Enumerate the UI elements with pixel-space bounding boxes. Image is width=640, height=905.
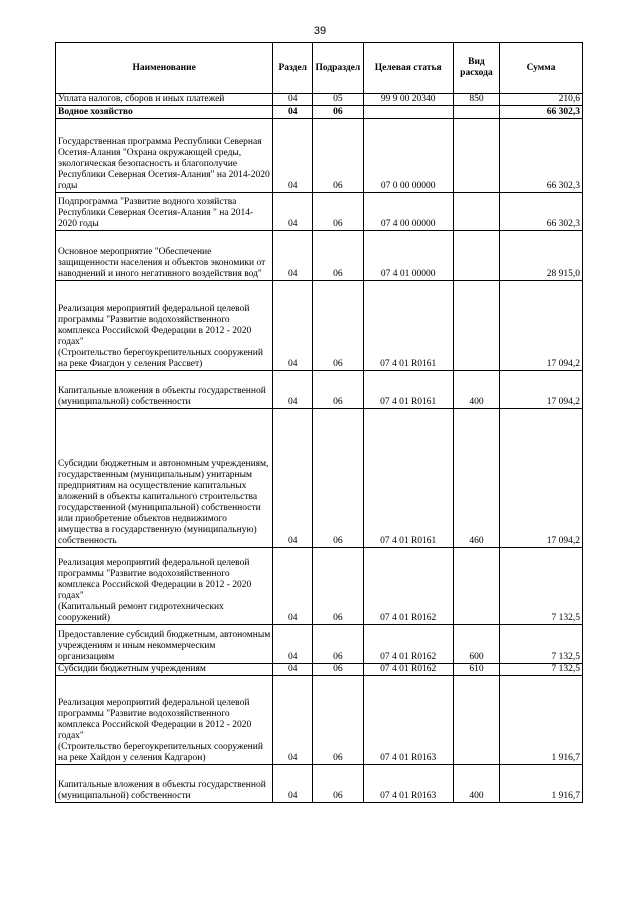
table-row bbox=[56, 548, 583, 625]
table-row bbox=[56, 94, 583, 106]
row-section: 04 bbox=[273, 281, 313, 371]
row-type bbox=[453, 119, 499, 193]
row-sum: 17 094,2 bbox=[500, 281, 583, 371]
table-row bbox=[56, 765, 583, 803]
row-section: 04 bbox=[273, 371, 313, 409]
row-subsection: 06 bbox=[313, 371, 363, 409]
header-name: Наименование bbox=[56, 43, 273, 94]
row-target: 07 4 01 R0163 bbox=[363, 676, 453, 765]
row-target: 07 4 01 R0161 bbox=[363, 409, 453, 548]
row-sum: 17 094,2 bbox=[500, 371, 583, 409]
row-target: 07 4 01 R0162 bbox=[363, 625, 453, 664]
table-row bbox=[56, 119, 583, 193]
budget-table bbox=[55, 42, 583, 803]
row-name: Государственная программа Республики Северная Осетия-Алания "Охрана окружающей среды, экологическая безопасность и благополучие Республики Северная Осетия-Алания" на 2014-2020 годы bbox=[56, 119, 273, 193]
row-section: 04 bbox=[273, 106, 313, 119]
row-name: Подпрограмма "Развитие водного хозяйства Республики Северная Осетия-Алания " на 2014-2020 годы bbox=[56, 193, 273, 231]
row-name: Водное хозяйство bbox=[56, 106, 273, 119]
row-type: 610 bbox=[453, 664, 499, 676]
row-target: 07 4 01 R0161 bbox=[363, 371, 453, 409]
row-name: Субсидии бюджетным и автономным учреждениям, государственным (муниципальным) унитарным предприятиям на осуществление капитальных вложений в объекты капитального строительства государственной (муниципальной) собственности или приобретение объектов недвижимого имущества в государственную (муниципальную) собственность bbox=[56, 409, 273, 548]
row-name: Субсидии бюджетным учреждениям bbox=[56, 664, 273, 676]
row-sum: 28 915,0 bbox=[500, 231, 583, 281]
row-target bbox=[363, 106, 453, 119]
row-subsection: 06 bbox=[313, 193, 363, 231]
row-section: 04 bbox=[273, 765, 313, 803]
row-subsection: 06 bbox=[313, 106, 363, 119]
row-type: 400 bbox=[453, 765, 499, 803]
header-sum: Сумма bbox=[500, 43, 583, 94]
row-sum: 1 916,7 bbox=[500, 765, 583, 803]
header-type: Вид расхода bbox=[453, 43, 499, 94]
row-type: 600 bbox=[453, 625, 499, 664]
row-target: 07 4 01 R0162 bbox=[363, 548, 453, 625]
row-target: 99 9 00 20340 bbox=[363, 94, 453, 106]
row-name: Предоставление субсидий бюджетным, автономным учреждениям и иным некоммерческим организациям bbox=[56, 625, 273, 664]
header-target: Целевая статья bbox=[363, 43, 453, 94]
row-subsection: 06 bbox=[313, 281, 363, 371]
row-type bbox=[453, 193, 499, 231]
row-target: 07 0 00 00000 bbox=[363, 119, 453, 193]
row-name: Реализация мероприятий федеральной целевой программы "Развитие водохозяйственного комплекса Российской Федерации в 2012 - 2020 годах" (Капитальный ремонт гидротехнических сооружений) bbox=[56, 548, 273, 625]
row-target: 07 4 01 R0161 bbox=[363, 281, 453, 371]
row-type: 400 bbox=[453, 371, 499, 409]
page-number: 39 bbox=[313, 25, 327, 37]
table-row bbox=[56, 664, 583, 676]
row-sum: 17 094,2 bbox=[500, 409, 583, 548]
row-subsection: 06 bbox=[313, 676, 363, 765]
row-type: 850 bbox=[453, 94, 499, 106]
row-sum: 7 132,5 bbox=[500, 548, 583, 625]
row-name: Реализация мероприятий федеральной целевой программы "Развитие водохозяйственного комплекса Российской Федерации в 2012 - 2020 годах" (Строительство берегоукрепительных сооружений на реке Фиагдон у селения Рассвет) bbox=[56, 281, 273, 371]
row-subsection: 06 bbox=[313, 548, 363, 625]
row-section: 04 bbox=[273, 94, 313, 106]
row-subsection: 05 bbox=[313, 94, 363, 106]
header-section: Раздел bbox=[273, 43, 313, 94]
row-section: 04 bbox=[273, 548, 313, 625]
row-section: 04 bbox=[273, 625, 313, 664]
row-type bbox=[453, 231, 499, 281]
row-subsection: 06 bbox=[313, 231, 363, 281]
table-row bbox=[56, 231, 583, 281]
row-section: 04 bbox=[273, 119, 313, 193]
row-sum: 1 916,7 bbox=[500, 676, 583, 765]
row-sum: 7 132,5 bbox=[500, 625, 583, 664]
row-sum: 66 302,3 bbox=[500, 193, 583, 231]
row-target: 07 4 01 R0163 bbox=[363, 765, 453, 803]
row-target: 07 4 01 R0162 bbox=[363, 664, 453, 676]
row-section: 04 bbox=[273, 409, 313, 548]
row-name: Уплата налогов, сборов и иных платежей bbox=[56, 94, 273, 106]
row-type: 460 bbox=[453, 409, 499, 548]
table-row bbox=[56, 371, 583, 409]
row-section: 04 bbox=[273, 193, 313, 231]
table-row bbox=[56, 676, 583, 765]
row-subsection: 06 bbox=[313, 765, 363, 803]
table-row bbox=[56, 193, 583, 231]
row-type bbox=[453, 106, 499, 119]
row-name: Реализация мероприятий федеральной целевой программы "Развитие водохозяйственного комплекса Российской Федерации в 2012 - 2020 годах" (Строительство берегоукрепительных сооружений на реке Хайдон у селения Кадгарон) bbox=[56, 676, 273, 765]
table-row bbox=[56, 281, 583, 371]
table-row bbox=[56, 625, 583, 664]
row-type bbox=[453, 281, 499, 371]
header-subsection: Подраздел bbox=[313, 43, 363, 94]
table-row bbox=[56, 409, 583, 548]
row-section: 04 bbox=[273, 231, 313, 281]
row-sum: 66 302,3 bbox=[500, 119, 583, 193]
row-type bbox=[453, 548, 499, 625]
row-section: 04 bbox=[273, 664, 313, 676]
table-row bbox=[56, 106, 583, 119]
row-subsection: 06 bbox=[313, 664, 363, 676]
row-target: 07 4 00 00000 bbox=[363, 193, 453, 231]
row-subsection: 06 bbox=[313, 409, 363, 548]
row-name: Основное мероприятие "Обеспечение защищенности населения и объектов экономики от наводнений и иного негативного воздействия вод" bbox=[56, 231, 273, 281]
row-section: 04 bbox=[273, 676, 313, 765]
row-target: 07 4 01 00000 bbox=[363, 231, 453, 281]
row-sum: 66 302,3 bbox=[500, 106, 583, 119]
row-name: Капитальные вложения в объекты государственной (муниципальной) собственности bbox=[56, 765, 273, 803]
row-sum: 210,6 bbox=[500, 94, 583, 106]
row-sum: 7 132,5 bbox=[500, 664, 583, 676]
row-type bbox=[453, 676, 499, 765]
table-header-row bbox=[56, 43, 583, 94]
row-subsection: 06 bbox=[313, 625, 363, 664]
row-name: Капитальные вложения в объекты государственной (муниципальной) собственности bbox=[56, 371, 273, 409]
row-subsection: 06 bbox=[313, 119, 363, 193]
